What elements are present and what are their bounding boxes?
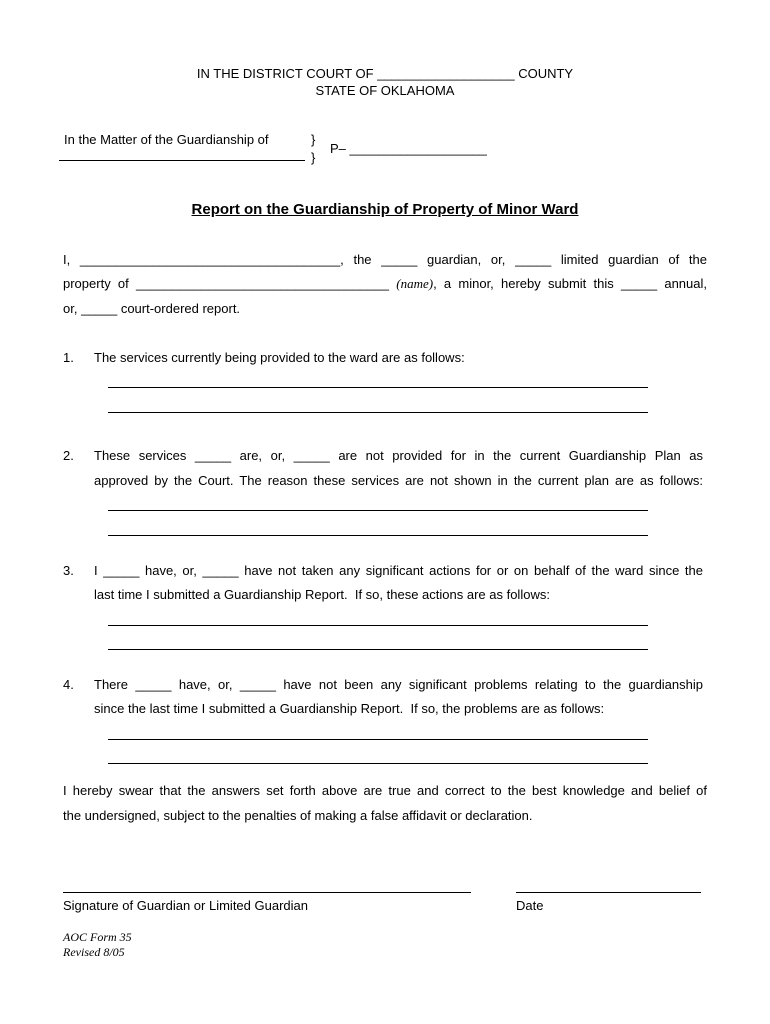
intro-line-2a: property of ___________________________________	[63, 276, 397, 291]
intro-line-2b: , a minor, hereby submit this _____ annual,	[433, 276, 707, 291]
item-2-line-1: These services _____ are, or, _____ are not provided for in the current Guardianship Plan as	[94, 448, 703, 463]
item-1-number: 1.	[63, 350, 74, 365]
oath-line-1: I hereby swear that the answers set forth above are true and correct to the best knowledge and belief of	[63, 783, 707, 798]
item-1-line-1: The services currently being provided to the ward are as follows:	[94, 350, 465, 365]
item-3-line-2: last time I submitted a Guardianship Report. If so, these actions are as follows:	[94, 587, 550, 602]
form-number: AOC Form 35	[63, 930, 132, 944]
item-2-line-2: approved by the Court. The reason these services are not shown in the current plan are as follows:	[94, 473, 703, 488]
item-3-answer-line-2[interactable]	[108, 649, 648, 650]
state-heading: STATE OF OKLAHOMA	[315, 83, 455, 98]
name-hint: (name)	[396, 276, 434, 291]
court-heading: IN THE DISTRICT COURT OF ___________________ COUNTY	[196, 66, 574, 81]
item-4-answer-line-1[interactable]	[108, 739, 648, 740]
item-2-answer-line-1[interactable]	[108, 510, 648, 511]
item-3-number: 3.	[63, 563, 74, 578]
signature-line[interactable]	[63, 892, 471, 893]
item-1-answer-line-2[interactable]	[108, 412, 648, 413]
ward-name-blank[interactable]	[59, 160, 305, 161]
intro-line-3: or, _____ court-ordered report.	[63, 301, 241, 316]
item-4-number: 4.	[63, 677, 74, 692]
item-4-line-1: There _____ have, or, _____ have not been any significant problems relating to the guardianship	[94, 677, 703, 692]
item-1-answer-line-1[interactable]	[108, 387, 648, 388]
matter-label: In the Matter of the Guardianship of	[64, 132, 269, 147]
caption-brace-top: }	[311, 132, 316, 147]
date-line[interactable]	[516, 892, 701, 893]
intro-line-2	[63, 276, 707, 292]
oath-line-2: the undersigned, subject to the penalties of making a false affidavit or declaration.	[63, 808, 533, 823]
item-4-answer-line-2[interactable]	[108, 763, 648, 764]
revision-date: Revised 8/05	[63, 945, 125, 959]
caption-brace-bottom: }	[311, 150, 316, 165]
signature-label: Signature of Guardian or Limited Guardian	[63, 898, 308, 913]
case-number[interactable]: P– ___________________	[330, 141, 487, 156]
date-label: Date	[516, 898, 544, 913]
page-title: Report on the Guardianship of Property of Minor Ward	[191, 201, 579, 218]
item-3-line-1: I _____ have, or, _____ have not taken any significant actions for or on behalf of the ward since the	[94, 563, 703, 578]
item-3-answer-line-1[interactable]	[108, 625, 648, 626]
item-4-line-2: since the last time I submitted a Guardianship Report. If so, the problems are as follows:	[94, 701, 605, 716]
item-2-answer-line-2[interactable]	[108, 535, 648, 536]
intro-line-1: I, ____________________________________, the _____ guardian, or, _____ limited guardian of the	[63, 252, 707, 267]
item-2-number: 2.	[63, 448, 74, 463]
